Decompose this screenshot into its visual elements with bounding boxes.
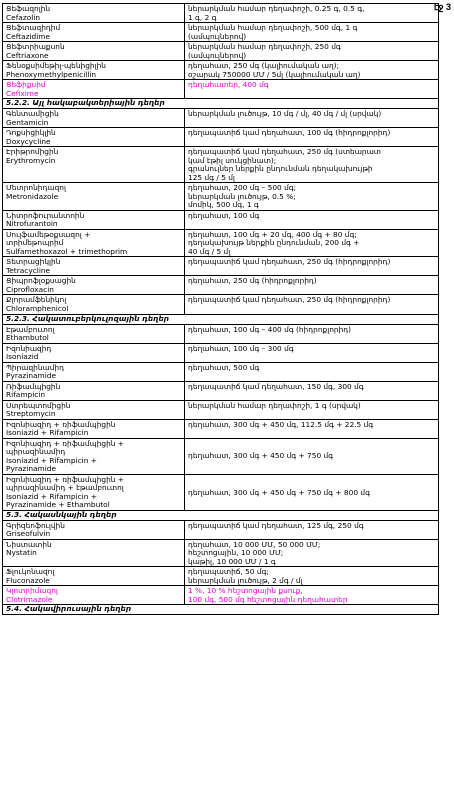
medicine-name: Քլորամֆենիկոլ Chloramphenicol bbox=[3, 295, 185, 314]
section-header-row bbox=[3, 605, 439, 615]
medicine-row bbox=[3, 276, 439, 295]
medicine-row bbox=[3, 61, 439, 80]
dosage-form: դեղահատ, 250 մգ (կալիումական աղ); օշարակ 750000 ՄՄ / 5մլ (կալիումական աղ) bbox=[185, 61, 439, 80]
medicine-name: Դոքսիցիկլին Doxycycline bbox=[3, 128, 185, 147]
medicine-name: Մետրոնիդազոլ Metronidazole bbox=[3, 183, 185, 211]
medicine-row bbox=[3, 295, 439, 314]
medicine-name: Իզոնիազիդ + ռիֆամպիցին Isoniazid + Rifampicin bbox=[3, 419, 185, 438]
medicine-row bbox=[3, 362, 439, 381]
dosage-form: դեղահատ, 200 մգ – 500 մգ; ներարկման լուծույթ, 0.5 %; մոմիկ, 500 մգ, 1 գ bbox=[185, 183, 439, 211]
medicine-row bbox=[3, 183, 439, 211]
medicine-name: Ցեֆիքսիմ Cefixime bbox=[3, 80, 185, 99]
dosage-form: դեղապատիճ կամ դեղահատ, 150 մգ, 300 մգ bbox=[185, 381, 439, 400]
page-number: էջ 3 bbox=[433, 2, 451, 12]
medicine-name: Սուլֆամեթօքսազոլ + տրիմեթոպրիմ Sulfamethoxazol + trimethoprim bbox=[3, 229, 185, 257]
medicine-row bbox=[3, 419, 439, 438]
medicine-row bbox=[3, 438, 439, 474]
section-header-row bbox=[3, 314, 439, 324]
dosage-form: ներարկման համար դեղափոշի, 500 մգ, 1 գ (ամպուլներով) bbox=[185, 23, 439, 42]
medicine-row bbox=[3, 80, 439, 99]
dosage-form: դեղահատ, 100 մգ bbox=[185, 210, 439, 229]
medicine-row bbox=[3, 520, 439, 539]
medicine-name: Ցեֆտազիդիմ Ceftazidime bbox=[3, 23, 185, 42]
dosage-form: ներարկման համար դեղափոշի, 0.25 գ, 0.5 գ, 1 գ, 2 գ bbox=[185, 4, 439, 23]
medicine-name: Իզոնիազիդ Isoniazid bbox=[3, 343, 185, 362]
medicine-row bbox=[3, 343, 439, 362]
medicine-row bbox=[3, 539, 439, 567]
medicine-row bbox=[3, 109, 439, 128]
medicine-row bbox=[3, 474, 439, 510]
section-header-row bbox=[3, 99, 439, 109]
dosage-form: ներարկման համար դեղափոշի, 250 մգ (ամպուլներով) bbox=[185, 42, 439, 61]
medicine-name: Ցեֆազոլին Cefazolin bbox=[3, 4, 185, 23]
section-heading: 5.3. Հակասնկային դեղեր bbox=[3, 510, 439, 520]
medicine-row bbox=[3, 229, 439, 257]
dosage-form: դեղահատ, 100 մգ + 20 մգ, 400 մգ + 80 մգ; դեղակախույթ ներքին ընդունման, 200 մգ + 40 մգ / 5 մլ bbox=[185, 229, 439, 257]
medicine-name: Պիրազինամիդ Pyrazinamide bbox=[3, 362, 185, 381]
medicine-name: Գրիզեոֆուլվին Griseofulvin bbox=[3, 520, 185, 539]
dosage-form: դեղահատ, 300 մգ + 450 մգ + 750 մգ + 800 մգ bbox=[185, 474, 439, 510]
medicine-name: Ցիպրոֆլօքսացին Ciprofloxacin bbox=[3, 276, 185, 295]
section-heading: 5.2.3. Հակատուբերկուլոզային դեղեր bbox=[3, 314, 439, 324]
medicines-table-body bbox=[3, 4, 439, 615]
medicine-name: Իզոնիազիդ + ռիֆամպիցին + պիրազինամիդ + էթամբուտոլ Isoniazid + Rifampicin + Pyrazinamide + Ethambutol bbox=[3, 474, 185, 510]
medicine-name: Տետրացիկլին Tetracycline bbox=[3, 257, 185, 276]
dosage-form: դեղահատ, 10 000 ՄՄ, 50 000 ՄՄ; հեշտոցային, 10 000 ՄՄ; կաթիլ, 10 000 ՄՄ / 1 գ bbox=[185, 539, 439, 567]
medicine-name: Էթամբուտոլ Ethambutol bbox=[3, 324, 185, 343]
medicine-row bbox=[3, 210, 439, 229]
medicine-row bbox=[3, 324, 439, 343]
section-heading: 5.2.2. Այլ հակաբակտերիային դեղեր bbox=[3, 99, 439, 109]
medicine-row bbox=[3, 381, 439, 400]
medicine-row bbox=[3, 23, 439, 42]
dosage-form: դեղապատիճ կամ դեղահատ, 250 մգ (հիդրոքլորիդ) bbox=[185, 257, 439, 276]
medicine-name: Ֆլուկոնազոլ Fluconazole bbox=[3, 567, 185, 586]
dosage-form: դեղահատ, 100 մգ – 300 մգ bbox=[185, 343, 439, 362]
dosage-form: դեղապատիճ կամ դեղահատ, 250 մգ (ստեարատ կամ էթիլ սուկցինատ); գրանուլներ ներքին ընդունման դեղակախույթի 125 մգ / 5 մլ bbox=[185, 147, 439, 183]
medicine-name: Իզոնիազիդ + ռիֆամպիցին + պիրազինամիդ Isoniazid + Rifampicin + Pyrazinamide bbox=[3, 438, 185, 474]
medicine-name: Կլոտրիմազոլ Clotrimazole bbox=[3, 586, 185, 605]
medicine-name: Ֆենօքսիմեթիլ-պենիցիլին Phenoxymethylpenicillin bbox=[3, 61, 185, 80]
dosage-form: դեղահատ, 100 մգ – 400 մգ (հիդրոքլորիդ) bbox=[185, 324, 439, 343]
medicine-row bbox=[3, 128, 439, 147]
medicine-row bbox=[3, 147, 439, 183]
medicine-row bbox=[3, 257, 439, 276]
dosage-form: դեղապատիճ կամ դեղահատ, 250 մգ (հիդրոքլորիդ) bbox=[185, 295, 439, 314]
dosage-form: դեղահատ, 300 մգ + 450 մգ, 112.5 մգ + 22.5 մգ bbox=[185, 419, 439, 438]
dosage-form: դեղահատ, 250 մգ (հիդրոքլորիդ) bbox=[185, 276, 439, 295]
medicine-name: Ռիֆամպիցին Rifampicin bbox=[3, 381, 185, 400]
medicine-row bbox=[3, 42, 439, 61]
dosage-form: ներարկման համար դեղափոշի, 1 գ (սրվակ) bbox=[185, 400, 439, 419]
medicine-name: Նիստատին Nystatin bbox=[3, 539, 185, 567]
medicine-row bbox=[3, 586, 439, 605]
dosage-form: դեղապատիճ կամ դեղահատ, 100 մգ (հիդրոքլորիդ) bbox=[185, 128, 439, 147]
medicine-name: Ցեֆտրիաքսոն Ceftriaxone bbox=[3, 42, 185, 61]
medicines-table bbox=[2, 3, 439, 615]
medicine-name: Նիտրոֆուրանտոին Nitrofurantoin bbox=[3, 210, 185, 229]
medicine-row bbox=[3, 4, 439, 23]
section-header-row bbox=[3, 510, 439, 520]
medicine-name: Էրիթրոմիցին Erythromycin bbox=[3, 147, 185, 183]
dosage-form: դեղահատ, 500 մգ bbox=[185, 362, 439, 381]
dosage-form: դեղապատիճ կամ դեղահատ, 125 մգ, 250 մգ bbox=[185, 520, 439, 539]
medicine-name: Ստրեպտոմիցին Streptomycin bbox=[3, 400, 185, 419]
medicine-row bbox=[3, 567, 439, 586]
medicine-name: Գենտամիցին Gentamicin bbox=[3, 109, 185, 128]
dosage-form: 1 %, 10 % հեշտոցային քսուք, 100 մգ, 500 մգ հեշտոցային դեղահատեր bbox=[185, 586, 439, 605]
dosage-form: դեղապատիճ, 50 մգ; ներարկման լուծույթ, 2 մգ / մլ bbox=[185, 567, 439, 586]
section-heading: 5.4. Հակավիրուսային դեղեր bbox=[3, 605, 439, 615]
medicine-row bbox=[3, 400, 439, 419]
dosage-form: դեղահատեր, 400 մգ bbox=[185, 80, 439, 99]
dosage-form: ներարկման լուծույթ, 10 մգ / մլ, 40 մգ / մլ (սրվակ) bbox=[185, 109, 439, 128]
dosage-form: դեղահատ, 300 մգ + 450 մգ + 750 մգ bbox=[185, 438, 439, 474]
